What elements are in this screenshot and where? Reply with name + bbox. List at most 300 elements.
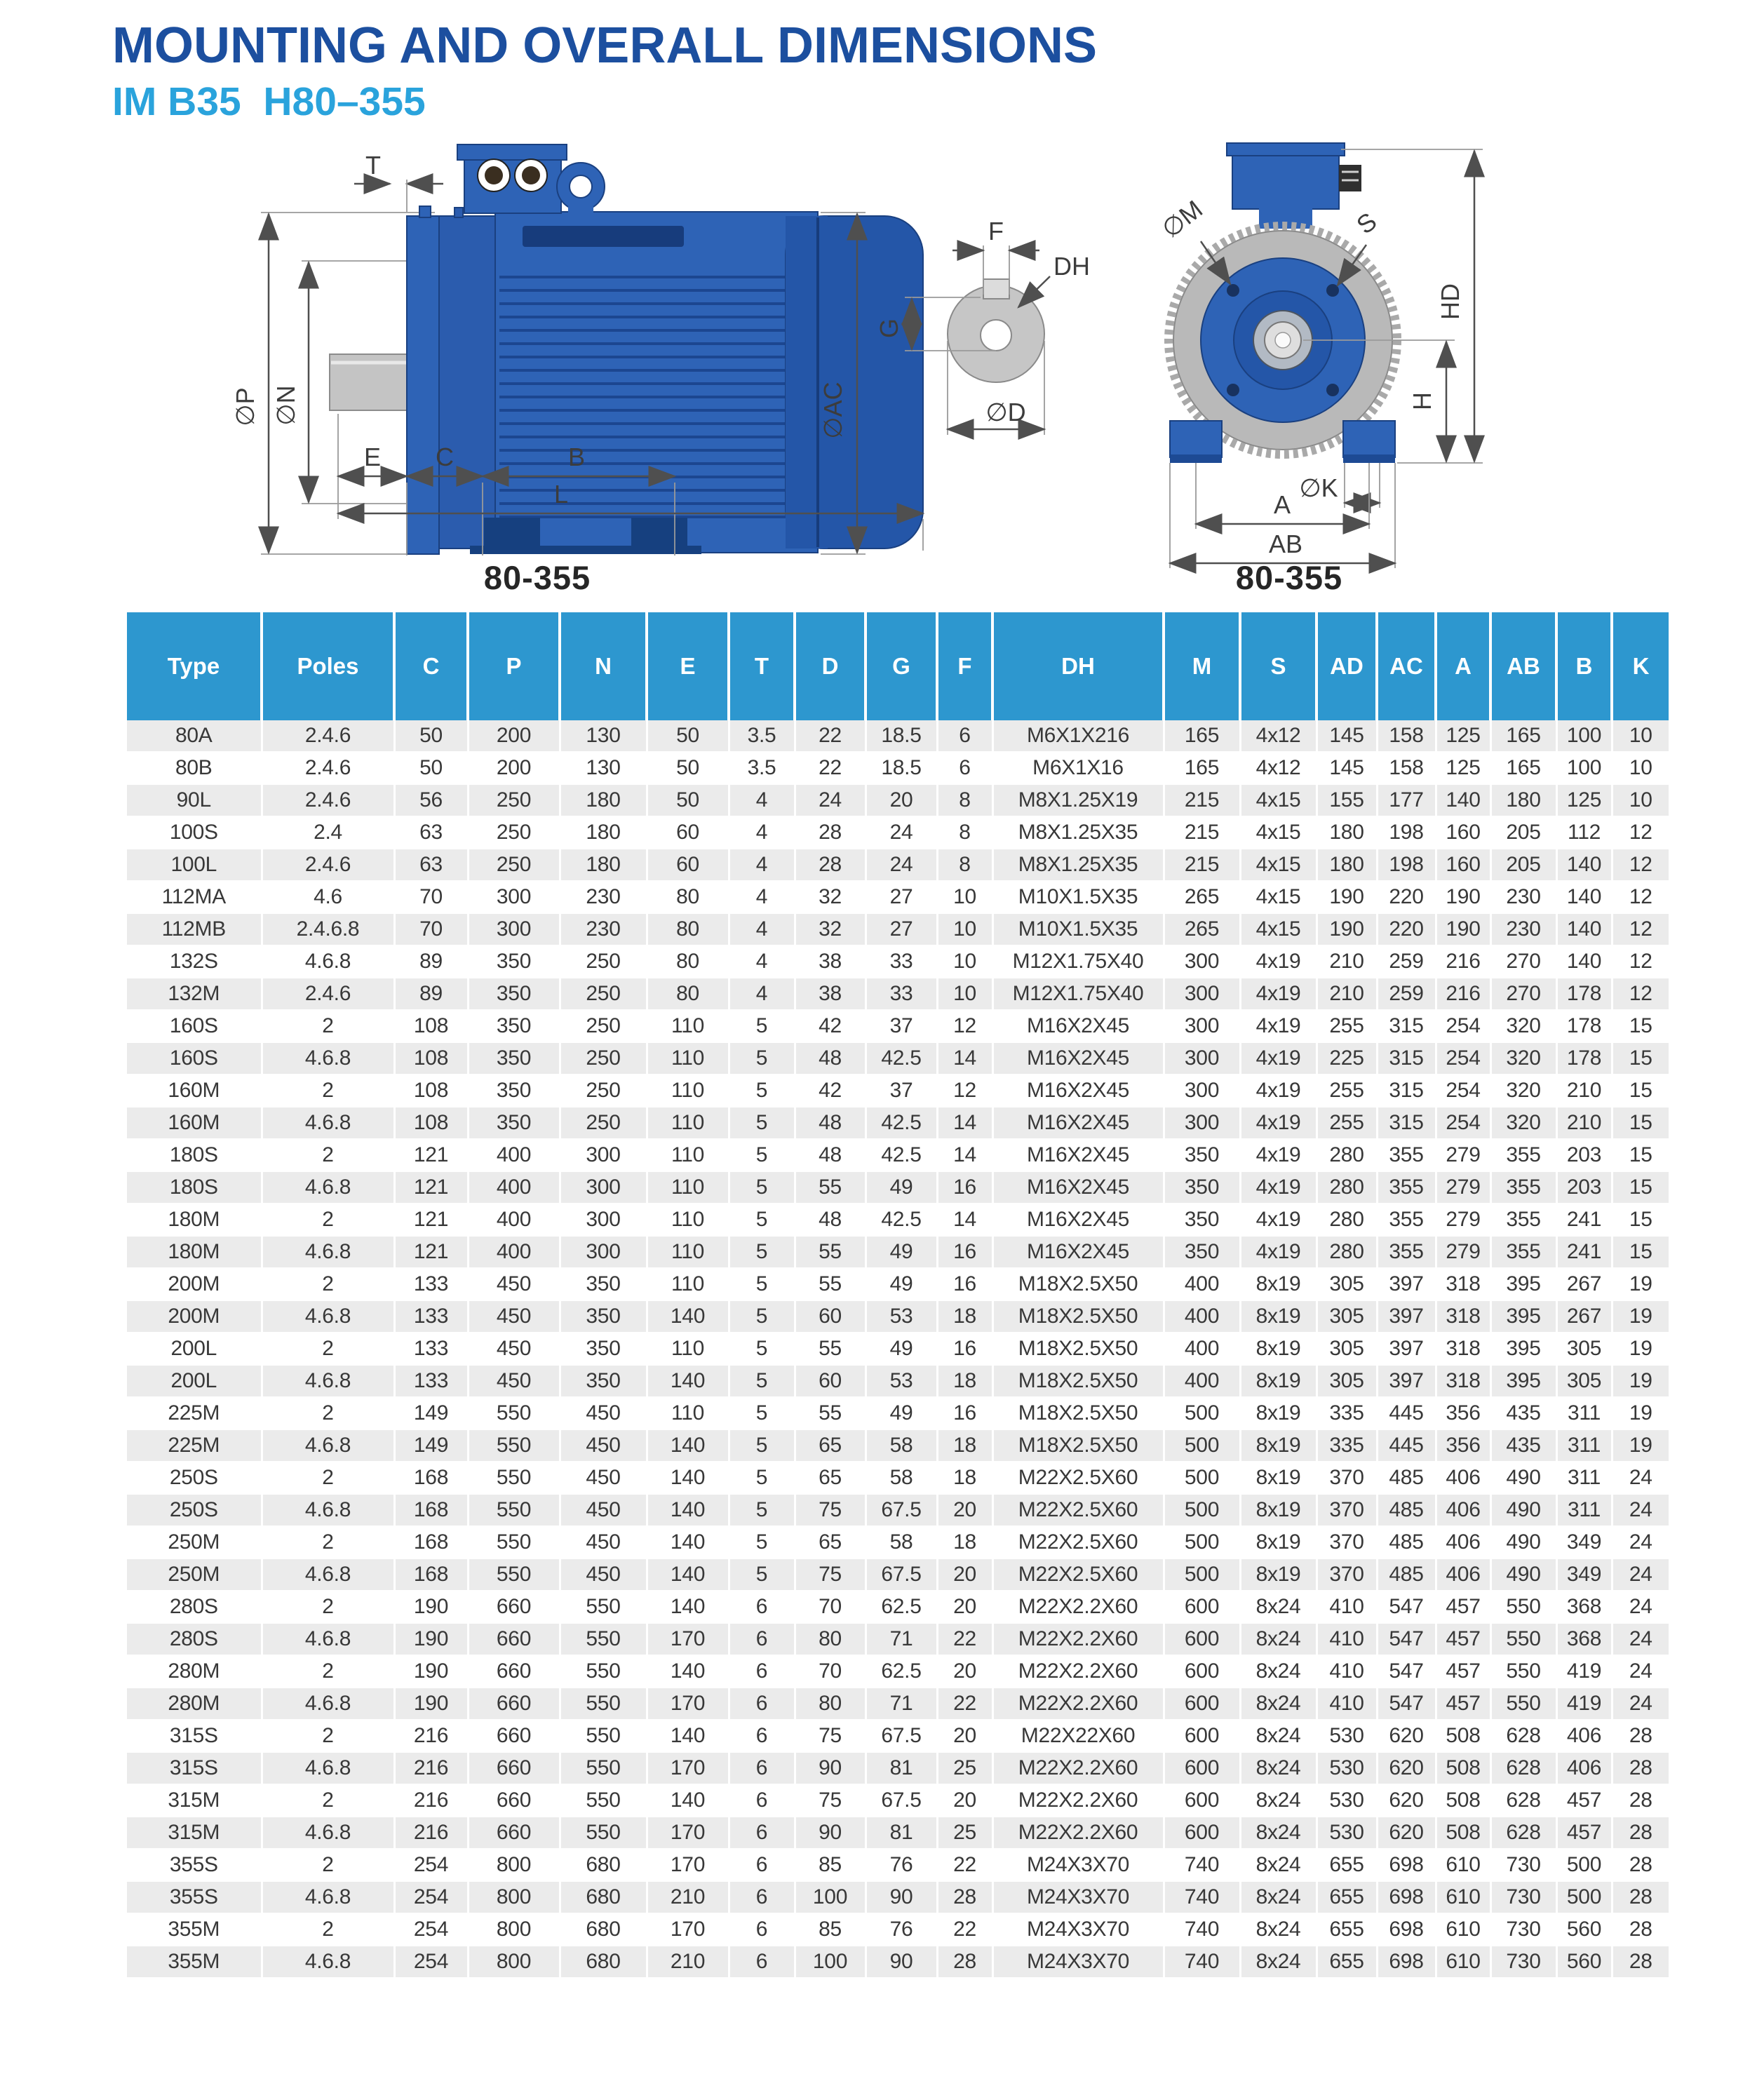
table-cell: 315S <box>127 1752 262 1784</box>
table-cell: 90 <box>866 1881 937 1913</box>
table-cell: 4x19 <box>1240 1042 1317 1075</box>
table-cell: M24X3X70 <box>992 1913 1164 1946</box>
table-row <box>127 1946 1669 1978</box>
table-cell: 610 <box>1436 1849 1490 1881</box>
column-header-n: N <box>560 612 647 720</box>
table-cell: 28 <box>795 816 866 849</box>
table-cell: 110 <box>647 1010 729 1042</box>
table-cell: 170 <box>647 1688 729 1720</box>
table-cell: 140 <box>647 1591 729 1623</box>
table-cell: 4.6.8 <box>262 1236 394 1268</box>
table-cell: 4x19 <box>1240 945 1317 978</box>
table-cell: 280M <box>127 1655 262 1688</box>
table-cell: 15 <box>1612 1139 1669 1171</box>
table-cell: 3.5 <box>729 752 795 784</box>
table-cell: 400 <box>1164 1268 1240 1300</box>
table-cell: 8x19 <box>1240 1268 1317 1300</box>
table-cell: 19 <box>1612 1429 1669 1462</box>
table-cell: 5 <box>729 1171 795 1204</box>
table-cell: 75 <box>795 1494 866 1526</box>
table-cell: 16 <box>937 1236 992 1268</box>
flange-bolt-hole <box>1227 284 1239 297</box>
table-cell: 200 <box>468 720 560 752</box>
table-cell: 165 <box>1490 752 1556 784</box>
table-cell: 4 <box>729 913 795 945</box>
table-cell: 279 <box>1436 1139 1490 1171</box>
table-cell: 550 <box>1490 1655 1556 1688</box>
table-cell: 20 <box>937 1591 992 1623</box>
table-cell: 267 <box>1556 1268 1612 1300</box>
table-cell: 370 <box>1317 1462 1377 1494</box>
table-cell: 24 <box>1612 1558 1669 1591</box>
table-cell: 28 <box>1612 1817 1669 1849</box>
table-cell: 355M <box>127 1913 262 1946</box>
table-cell: 318 <box>1436 1333 1490 1365</box>
table-cell: 397 <box>1377 1365 1436 1397</box>
table-cell: 100 <box>1556 720 1612 752</box>
table-cell: 4.6.8 <box>262 1817 394 1849</box>
table-cell: 356 <box>1436 1429 1490 1462</box>
table-cell: 180M <box>127 1204 262 1236</box>
table-cell: M16X2X45 <box>992 1236 1164 1268</box>
table-cell: 210 <box>1556 1075 1612 1107</box>
table-cell: 5 <box>729 1397 795 1429</box>
table-cell: 547 <box>1377 1688 1436 1720</box>
table-cell: 215 <box>1164 849 1240 881</box>
table-cell: 200M <box>127 1268 262 1300</box>
table-cell: 14 <box>937 1204 992 1236</box>
dim-label-m: ∅M <box>1156 194 1208 244</box>
column-header-s: S <box>1240 612 1317 720</box>
table-cell: 28 <box>1612 1720 1669 1752</box>
table-cell: 6 <box>729 1784 795 1817</box>
terminal-box <box>464 159 561 213</box>
table-cell: 110 <box>647 1042 729 1075</box>
table-cell: 730 <box>1490 1881 1556 1913</box>
table-cell: 320 <box>1490 1042 1556 1075</box>
table-cell: 300 <box>1164 1107 1240 1139</box>
table-cell: 203 <box>1556 1139 1612 1171</box>
table-cell: 250 <box>468 784 560 816</box>
table-cell: 81 <box>866 1752 937 1784</box>
table-cell: 255 <box>1317 1010 1377 1042</box>
table-cell: 80 <box>647 881 729 913</box>
table-cell: 15 <box>1612 1010 1669 1042</box>
table-cell: 355 <box>1377 1171 1436 1204</box>
table-cell: 355M <box>127 1946 262 1978</box>
table-cell: 4x12 <box>1240 720 1317 752</box>
table-cell: 67.5 <box>866 1494 937 1526</box>
table-cell: 406 <box>1436 1462 1490 1494</box>
table-cell: 2.4.6 <box>262 849 394 881</box>
table-cell: 550 <box>468 1494 560 1526</box>
table-cell: 42 <box>795 1075 866 1107</box>
table-cell: 170 <box>647 1623 729 1655</box>
table-row <box>127 1849 1669 1881</box>
table-cell: 250 <box>560 945 647 978</box>
column-header-t: T <box>729 612 795 720</box>
table-cell: 2 <box>262 1526 394 1558</box>
table-cell: 14 <box>937 1107 992 1139</box>
table-cell: 20 <box>937 1655 992 1688</box>
table-row <box>127 945 1669 978</box>
table-cell: 230 <box>1490 881 1556 913</box>
table-cell: 254 <box>1436 1075 1490 1107</box>
column-header-g: G <box>866 612 937 720</box>
table-cell: 370 <box>1317 1494 1377 1526</box>
table-row <box>127 881 1669 913</box>
table-cell: 60 <box>795 1365 866 1397</box>
table-cell: 4.6.8 <box>262 1688 394 1720</box>
table-cell: 158 <box>1377 720 1436 752</box>
table-cell: 300 <box>1164 1042 1240 1075</box>
column-header-ac: AC <box>1377 612 1436 720</box>
table-cell: 4.6.8 <box>262 1558 394 1591</box>
table-cell: 800 <box>468 1881 560 1913</box>
table-cell: 2 <box>262 1462 394 1494</box>
table-cell: 8x19 <box>1240 1397 1317 1429</box>
column-header-dh: DH <box>992 612 1164 720</box>
table-cell: 67.5 <box>866 1784 937 1817</box>
table-cell: 16 <box>937 1268 992 1300</box>
table-cell: 4.6 <box>262 881 394 913</box>
table-cell: 320 <box>1490 1075 1556 1107</box>
table-cell: 33 <box>866 945 937 978</box>
table-cell: 70 <box>795 1655 866 1688</box>
table-cell: 318 <box>1436 1300 1490 1333</box>
table-cell: 305 <box>1556 1333 1612 1365</box>
table-cell: 165 <box>1164 752 1240 784</box>
table-cell: 145 <box>1317 720 1377 752</box>
table-cell: 89 <box>394 945 468 978</box>
table-cell: 140 <box>647 1462 729 1494</box>
table-cell: 225M <box>127 1429 262 1462</box>
table-cell: 12 <box>1612 945 1669 978</box>
table-cell: 28 <box>1612 1849 1669 1881</box>
table-cell: 28 <box>1612 1784 1669 1817</box>
table-cell: 180 <box>560 784 647 816</box>
table-cell: 24 <box>1612 1526 1669 1558</box>
table-cell: 349 <box>1556 1558 1612 1591</box>
table-cell: 168 <box>394 1558 468 1591</box>
table-cell: 140 <box>647 1720 729 1752</box>
table-cell: 42.5 <box>866 1107 937 1139</box>
table-cell: 2 <box>262 1720 394 1752</box>
table-cell: 42.5 <box>866 1204 937 1236</box>
table-cell: 160S <box>127 1042 262 1075</box>
table-cell: 368 <box>1556 1591 1612 1623</box>
table-cell: M18X2.5X50 <box>992 1365 1164 1397</box>
table-cell: 730 <box>1490 1913 1556 1946</box>
table-cell: 12 <box>1612 816 1669 849</box>
table-cell: 620 <box>1377 1784 1436 1817</box>
table-cell: M18X2.5X50 <box>992 1333 1164 1365</box>
table-cell: 530 <box>1317 1720 1377 1752</box>
table-cell: 42 <box>795 1010 866 1042</box>
table-row <box>127 1558 1669 1591</box>
table-cell: 450 <box>468 1300 560 1333</box>
table-cell: 300 <box>1164 945 1240 978</box>
table-cell: M6X1X16 <box>992 752 1164 784</box>
motor-flange <box>407 216 439 554</box>
table-cell: 90 <box>795 1817 866 1849</box>
column-header-type: Type <box>127 612 262 720</box>
table-cell: 660 <box>468 1817 560 1849</box>
table-cell: 140 <box>1556 881 1612 913</box>
table-cell: 24 <box>866 816 937 849</box>
table-cell: 28 <box>1612 1881 1669 1913</box>
table-cell: 75 <box>795 1720 866 1752</box>
flange-bolt-hole <box>1227 384 1239 396</box>
table-cell: M18X2.5X50 <box>992 1397 1164 1429</box>
table-cell: M16X2X45 <box>992 1107 1164 1139</box>
table-cell: 71 <box>866 1623 937 1655</box>
table-cell: 2 <box>262 1075 394 1107</box>
table-row <box>127 752 1669 784</box>
dimensions-table <box>127 612 1669 1979</box>
table-cell: 350 <box>560 1300 647 1333</box>
table-cell: 55 <box>795 1236 866 1268</box>
table-cell: 490 <box>1490 1494 1556 1526</box>
table-cell: 10 <box>1612 752 1669 784</box>
table-cell: 370 <box>1317 1558 1377 1591</box>
table-cell: 180 <box>1490 784 1556 816</box>
table-cell: 18 <box>937 1429 992 1462</box>
column-header-ad: AD <box>1317 612 1377 720</box>
table-cell: 270 <box>1490 978 1556 1010</box>
table-cell: 600 <box>1164 1688 1240 1720</box>
table-cell: 259 <box>1377 945 1436 978</box>
table-cell: 350 <box>560 1365 647 1397</box>
table-cell: 500 <box>1164 1429 1240 1462</box>
dim-label-l: L <box>553 480 569 509</box>
table-cell: 80B <box>127 752 262 784</box>
table-cell: 210 <box>1556 1107 1612 1139</box>
table-cell: 4.6.8 <box>262 1365 394 1397</box>
table-cell: 16 <box>937 1397 992 1429</box>
table-cell: 48 <box>795 1107 866 1139</box>
table-cell: 140 <box>647 1526 729 1558</box>
table-cell: M6X1X216 <box>992 720 1164 752</box>
table-cell: 255 <box>1317 1075 1377 1107</box>
table-cell: 355 <box>1490 1139 1556 1171</box>
table-cell: 410 <box>1317 1655 1377 1688</box>
table-cell: 22 <box>937 1913 992 1946</box>
table-cell: 5 <box>729 1010 795 1042</box>
table-cell: 215 <box>1164 816 1240 849</box>
table-cell: 24 <box>866 849 937 881</box>
table-cell: 2.4 <box>262 816 394 849</box>
table-cell: 8x24 <box>1240 1913 1317 1946</box>
table-cell: 730 <box>1490 1849 1556 1881</box>
table-cell: M22X2.2X60 <box>992 1752 1164 1784</box>
table-cell: 20 <box>937 1784 992 1817</box>
table-cell: 8x19 <box>1240 1429 1317 1462</box>
column-header-ab: AB <box>1490 612 1556 720</box>
table-cell: 457 <box>1436 1655 1490 1688</box>
table-cell: 24 <box>1612 1462 1669 1494</box>
table-cell: 395 <box>1490 1365 1556 1397</box>
table-cell: M24X3X70 <box>992 1946 1164 1978</box>
table-cell: 660 <box>468 1688 560 1720</box>
table-cell: 10 <box>937 913 992 945</box>
table-cell: 125 <box>1436 752 1490 784</box>
table-cell: 24 <box>1612 1655 1669 1688</box>
table-cell: 254 <box>1436 1042 1490 1075</box>
table-cell: 5 <box>729 1365 795 1397</box>
table-cell: 550 <box>560 1655 647 1688</box>
table-row <box>127 1107 1669 1139</box>
table-cell: 250 <box>560 1107 647 1139</box>
table-cell: 190 <box>1317 881 1377 913</box>
table-cell: 22 <box>937 1688 992 1720</box>
column-header-f: F <box>937 612 992 720</box>
table-cell: 8x24 <box>1240 1591 1317 1623</box>
table-cell: 320 <box>1490 1010 1556 1042</box>
table-cell: 28 <box>1612 1946 1669 1978</box>
table-cell: 108 <box>394 1107 468 1139</box>
table-cell: 450 <box>560 1462 647 1494</box>
table-cell: 121 <box>394 1236 468 1268</box>
table-cell: 550 <box>1490 1688 1556 1720</box>
table-cell: 500 <box>1556 1849 1612 1881</box>
table-cell: 60 <box>795 1300 866 1333</box>
table-cell: M16X2X45 <box>992 1075 1164 1107</box>
table-cell: 8x24 <box>1240 1752 1317 1784</box>
table-cell: 680 <box>560 1913 647 1946</box>
table-cell: M8X1.25X19 <box>992 784 1164 816</box>
table-cell: 4.6.8 <box>262 1300 394 1333</box>
table-cell: 140 <box>647 1558 729 1591</box>
table-cell: 12 <box>1612 849 1669 881</box>
table-row <box>127 1268 1669 1300</box>
lifting-eye <box>557 163 605 216</box>
table-cell: 48 <box>795 1204 866 1236</box>
table-cell: 8x19 <box>1240 1300 1317 1333</box>
table-cell: 445 <box>1377 1397 1436 1429</box>
table-cell: 315M <box>127 1817 262 1849</box>
table-cell: 397 <box>1377 1333 1436 1365</box>
table-cell: 121 <box>394 1139 468 1171</box>
table-cell: 547 <box>1377 1623 1436 1655</box>
table-cell: 315 <box>1377 1075 1436 1107</box>
table-cell: 216 <box>1436 978 1490 1010</box>
table-cell: 80 <box>795 1623 866 1655</box>
table-cell: 6 <box>729 1817 795 1849</box>
table-cell: 190 <box>1436 913 1490 945</box>
table-cell: 8x24 <box>1240 1881 1317 1913</box>
table-cell: 335 <box>1317 1397 1377 1429</box>
table-cell: 216 <box>394 1817 468 1849</box>
table-cell: 300 <box>1164 1075 1240 1107</box>
table-row <box>127 784 1669 816</box>
table-row <box>127 1171 1669 1204</box>
table-cell: 15 <box>1612 1107 1669 1139</box>
dim-label-s: S <box>1351 206 1382 240</box>
table-cell: 410 <box>1317 1591 1377 1623</box>
table-cell: 660 <box>468 1752 560 1784</box>
table-cell: 5 <box>729 1333 795 1365</box>
table-cell: 16 <box>937 1333 992 1365</box>
table-cell: 15 <box>1612 1204 1669 1236</box>
table-cell: 400 <box>468 1204 560 1236</box>
table-cell: 178 <box>1556 978 1612 1010</box>
table-row <box>127 1688 1669 1720</box>
dim-label-dh: DH <box>1053 252 1090 281</box>
column-header-p: P <box>468 612 560 720</box>
table-cell: 740 <box>1164 1946 1240 1978</box>
table-cell: 6 <box>937 752 992 784</box>
table-cell: 216 <box>394 1752 468 1784</box>
table-cell: 406 <box>1556 1752 1612 1784</box>
table-cell: 8 <box>937 784 992 816</box>
table-cell: 55 <box>795 1268 866 1300</box>
table-cell: 180 <box>1317 849 1377 881</box>
table-cell: 250 <box>560 1075 647 1107</box>
table-cell: 165 <box>1164 720 1240 752</box>
table-cell: 180 <box>1317 816 1377 849</box>
table-cell: M18X2.5X50 <box>992 1429 1164 1462</box>
column-header-c: C <box>394 612 468 720</box>
table-cell: 210 <box>647 1881 729 1913</box>
table-cell: 89 <box>394 978 468 1010</box>
dim-label-b: B <box>567 443 586 471</box>
table-cell: 400 <box>1164 1333 1240 1365</box>
table-cell: 18 <box>937 1526 992 1558</box>
table-cell: 4x19 <box>1240 1010 1317 1042</box>
table-cell: 12 <box>1612 881 1669 913</box>
table-cell: 315M <box>127 1784 262 1817</box>
table-cell: 4.6.8 <box>262 1171 394 1204</box>
table-cell: 457 <box>1556 1784 1612 1817</box>
table-cell: 170 <box>647 1752 729 1784</box>
table-cell: 16 <box>937 1171 992 1204</box>
dimension-diagrams <box>210 130 1718 614</box>
table-cell: 140 <box>647 1429 729 1462</box>
table-cell: 660 <box>468 1720 560 1752</box>
table-cell: 5 <box>729 1526 795 1558</box>
table-cell: 100L <box>127 849 262 881</box>
table-cell: 6 <box>729 1849 795 1881</box>
table-cell: 32 <box>795 881 866 913</box>
page-title: MOUNTING AND OVERALL DIMENSIONS <box>112 18 1098 74</box>
table-cell: 112MA <box>127 881 262 913</box>
table-cell: 180S <box>127 1171 262 1204</box>
table-cell: 2 <box>262 1333 394 1365</box>
table-cell: 300 <box>468 881 560 913</box>
table-cell: 400 <box>1164 1300 1240 1333</box>
table-cell: M22X2.5X60 <box>992 1526 1164 1558</box>
table-cell: 42.5 <box>866 1042 937 1075</box>
table-cell: 740 <box>1164 1913 1240 1946</box>
table-cell: 300 <box>1164 1010 1240 1042</box>
table-cell: 6 <box>729 1752 795 1784</box>
table-cell: 4 <box>729 784 795 816</box>
dim-label-p: ∅P <box>231 387 260 426</box>
table-cell: 130 <box>560 752 647 784</box>
table-cell: 90L <box>127 784 262 816</box>
table-cell: 56 <box>394 784 468 816</box>
table-cell: 67.5 <box>866 1558 937 1591</box>
table-cell: M22X2.2X60 <box>992 1784 1164 1817</box>
table-cell: 170 <box>647 1849 729 1881</box>
table-cell: 508 <box>1436 1720 1490 1752</box>
table-cell: 24 <box>1612 1623 1669 1655</box>
table-cell: 63 <box>394 849 468 881</box>
table-cell: 300 <box>1164 978 1240 1010</box>
table-cell: 149 <box>394 1397 468 1429</box>
table-cell: 400 <box>468 1236 560 1268</box>
